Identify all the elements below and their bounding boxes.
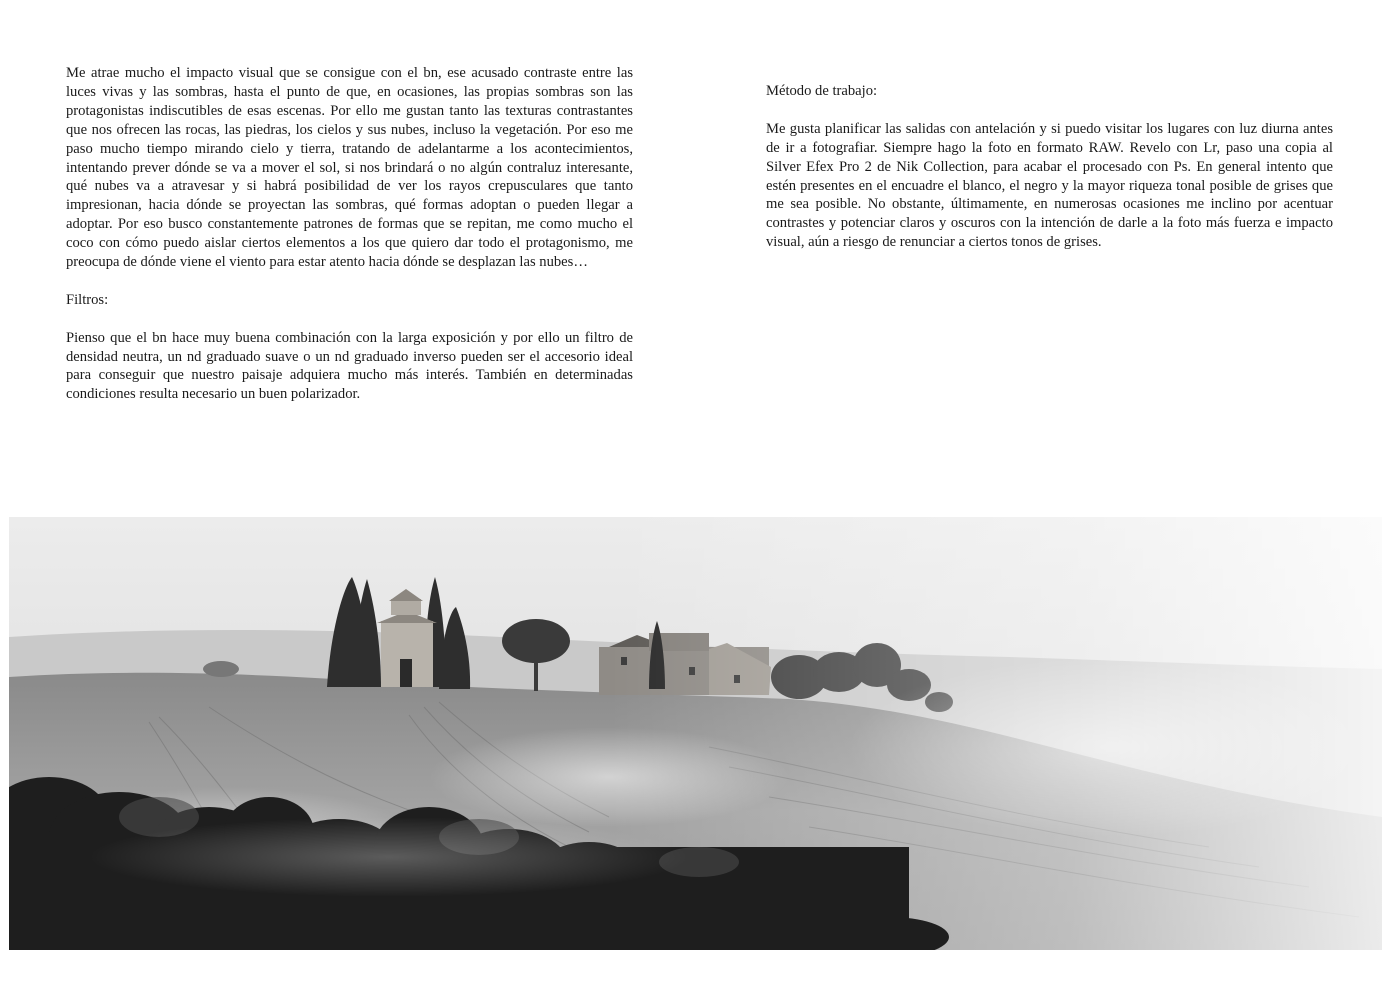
landscape-photo-illustration xyxy=(9,517,1382,950)
filters-paragraph: Pienso que el bn hace muy buena combinación con la larga exposición y por ello un filtro de densidad neutra, un nd graduado suave o un nd graduado inverso pueden ser el accesorio ideal para conseguir que nuestro paisaje adquiera mucho más interés. También en determinadas condiciones resulta necesario un buen polarizador. xyxy=(66,329,633,403)
left-text-column xyxy=(66,64,633,404)
right-text-column xyxy=(766,82,1333,252)
landscape-photo xyxy=(9,517,1382,950)
method-heading: Método de trabajo: xyxy=(766,83,878,99)
method-paragraph: Me gusta planificar las salidas con antelación y si puedo visitar los lugares con luz diurna antes de ir a fotografiar. Siempre hago la foto en formato RAW. Revelo con Lr, paso una copia al Silver Efex Pro 2 de Nik Collection, para acabar el procesado con Ps. En general intento que estén presentes en el encuadre el blanco, el negro y la mayor riqueza tonal posible de grises que me sea posible. No obstante, últimamente, en numerosas ocasiones me inclino por acentuar contrastes y potenciar claros y oscuros con la intención de darle a la foto más fuerza e impacto visual, aún a riesgo de renunciar a ciertos tonos de grises. xyxy=(766,120,1333,251)
filters-heading: Filtros: xyxy=(66,291,109,308)
intro-paragraph: Me atrae mucho el impacto visual que se consigue con el bn, ese acusado contraste entre las luces vivas y las sombras, hasta el punto de que, en ocasiones, las propias sombras son las protagonistas indiscutibles de esas escenas. Por ello me gustan tanto las texturas contrastantes que nos ofrecen las rocas, las piedras, los cielos y sus nubes, incluso la vegetación. Por eso me paso mucho tiempo mirando cielo y tierra, tratando de adelantarme a los acontecimientos, intentando prever dónde se va a mover el sol, si nos brindará o no algún contraluz interesante, qué nubes va a atravesar y si habrá posibilidad de ver los rayos crepusculares que tanto impresionan, hacia dónde se proyectan las sombras, qué formas adoptan o pueden llegar a adoptar. Por eso busco constantemente patrones de formas que se repitan, me como mucho el coco con cómo puedo aislar ciertos elementos a los que quiero dar todo el protagonismo, me preocupa de dónde viene el viento para estar atento hacia dónde se desplazan las nubes… xyxy=(66,65,633,271)
